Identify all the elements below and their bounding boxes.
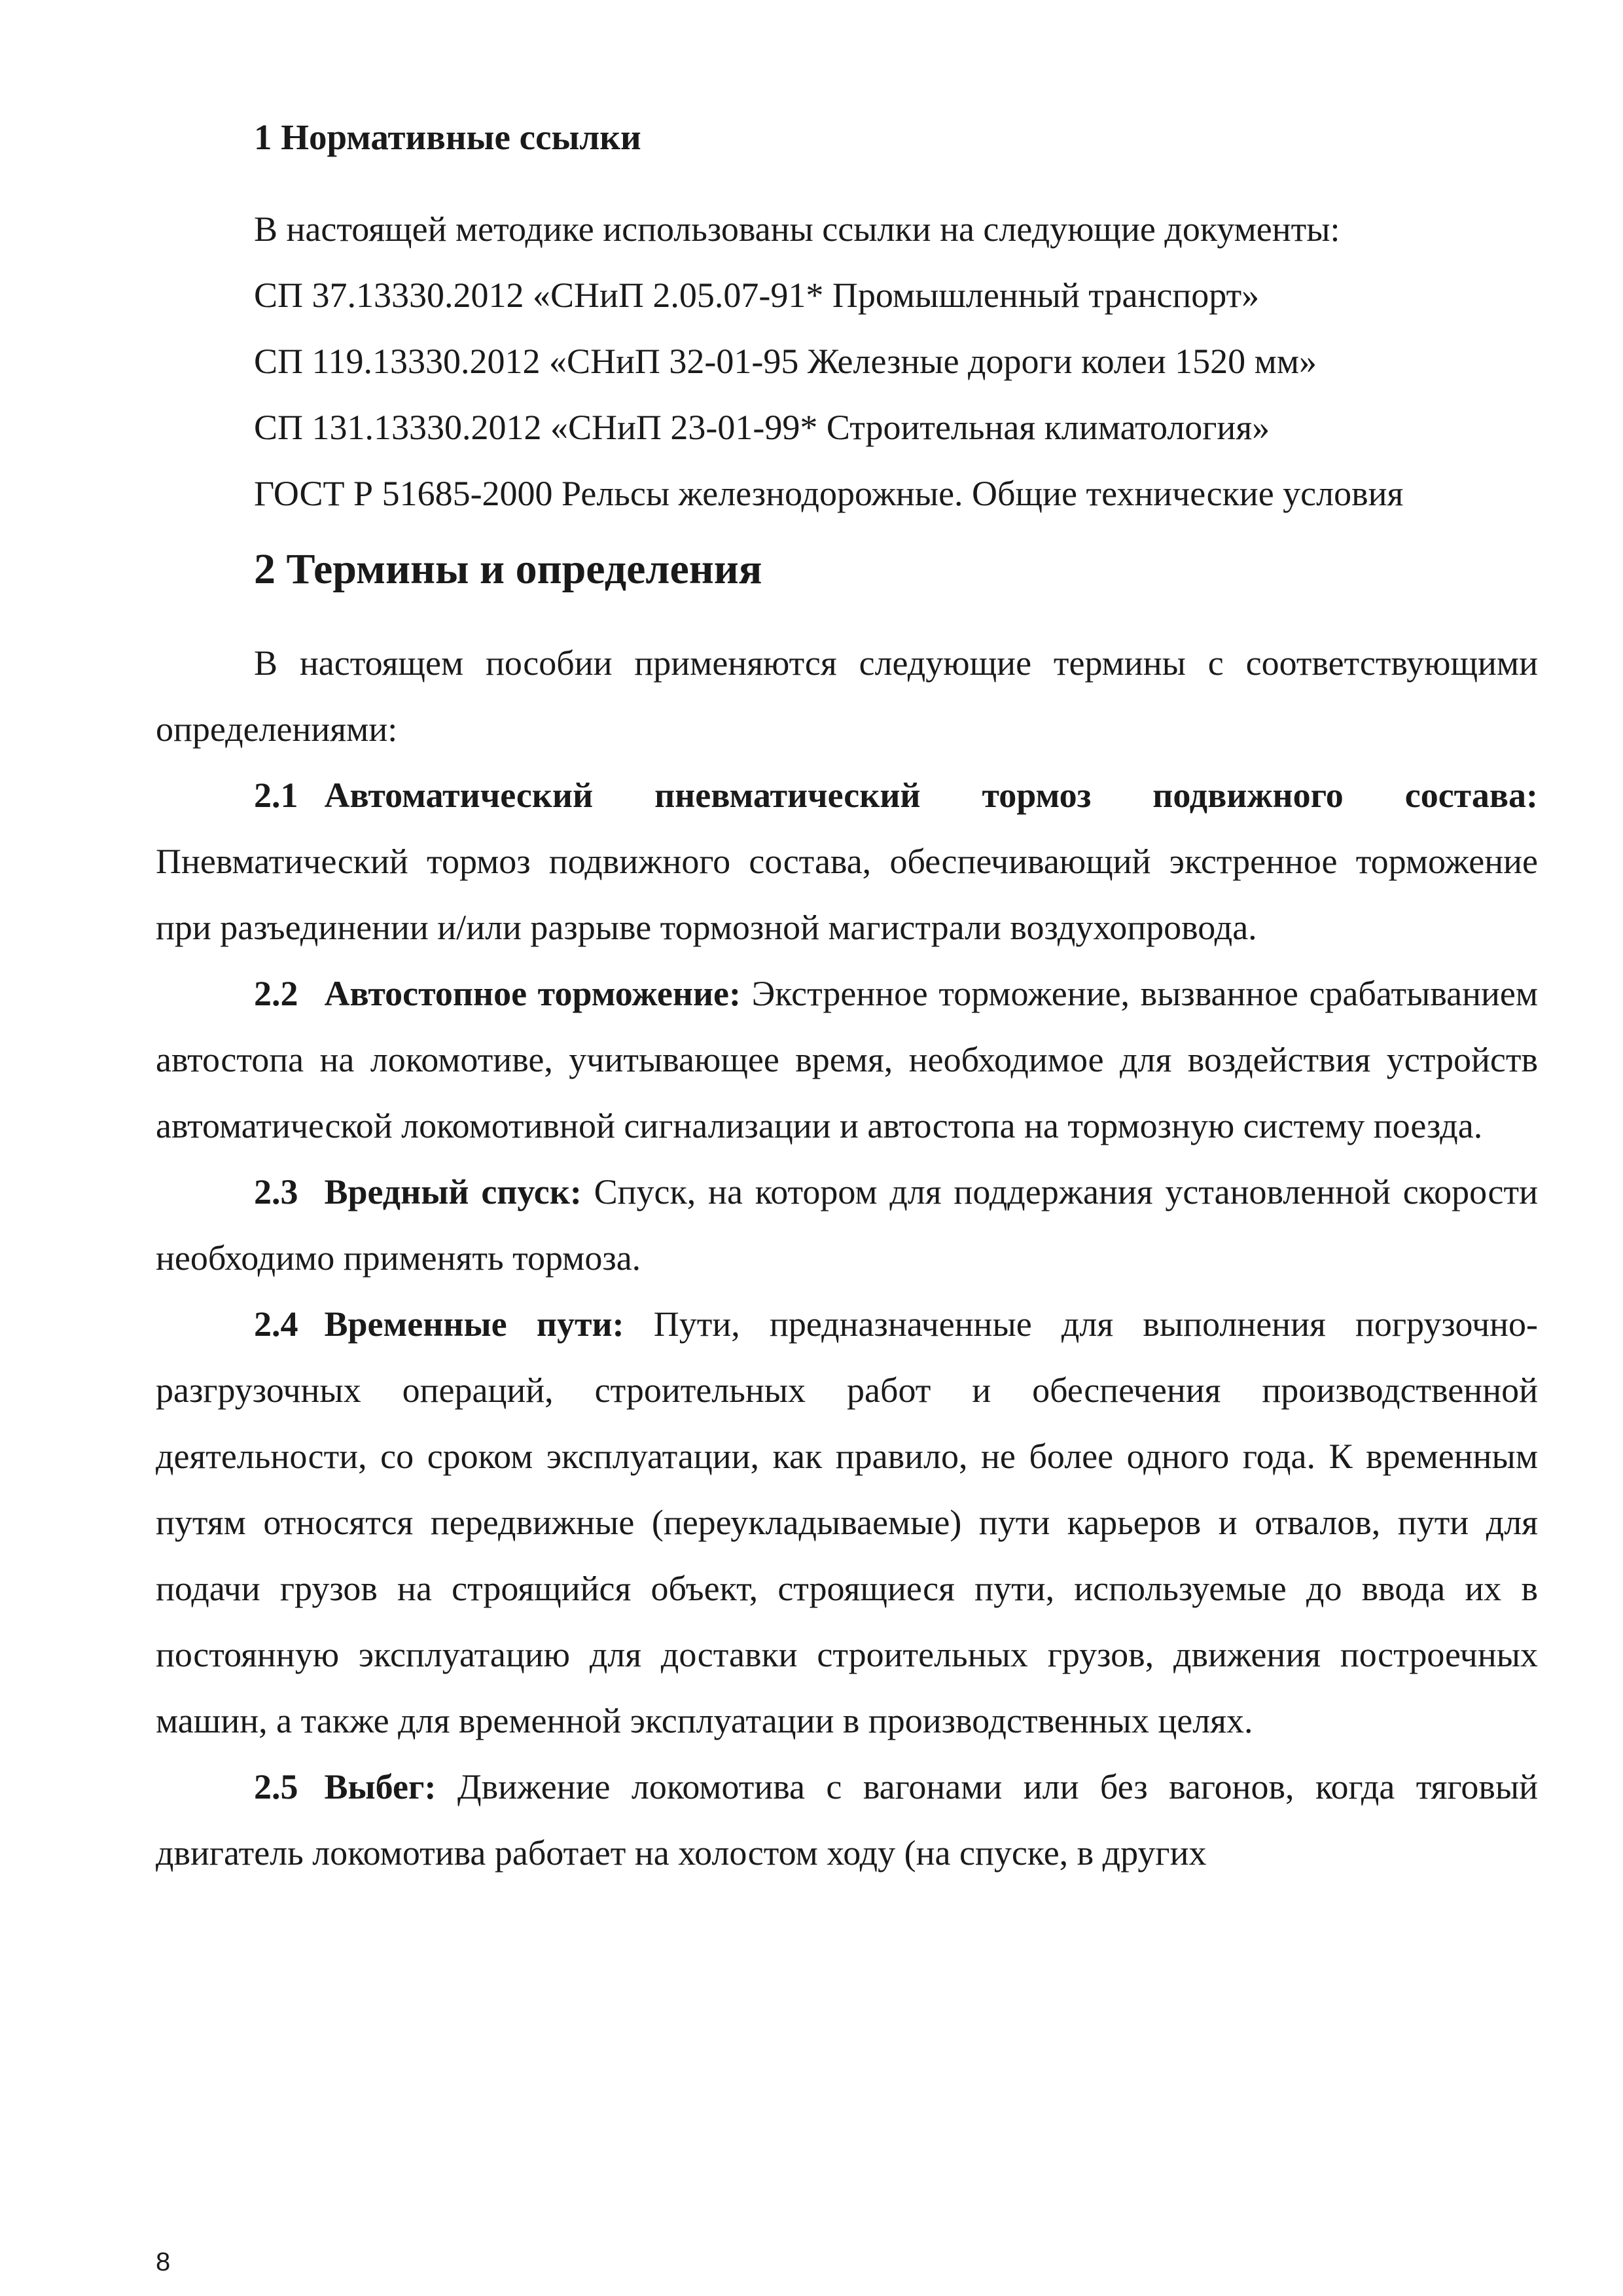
section-1-heading: 1 Нормативные ссылки	[254, 117, 641, 157]
term-definition-text: Пути, предназначенные для выполнения погрузочно- разгрузочных операций, строительных работ и обеспечения производственной деятельности, со сроком эксплуатации, как правило, не более одного года. К временным путям относятся передвижные (переукладываемые) пути карьеров и отвалов, пути для подачи грузов на строящийся объект, строящиеся пути, используемые до ввода их в постоянную эксплуатацию для доставки строительных грузов, движения построечных машин, а также для временной эксплуатации в производственных целях.	[156, 1304, 1539, 1740]
references-intro: В настоящей методике использованы ссылки на следующие документы:	[254, 209, 1340, 249]
term-number: 2.1	[254, 776, 298, 815]
term-definition	[156, 1291, 1538, 1754]
term-definition	[156, 1754, 1538, 1886]
term-name: Вредный спуск:	[324, 1172, 582, 1211]
term-name: Выбег:	[324, 1767, 437, 1806]
term-name: Временные пути:	[324, 1304, 624, 1344]
term-definition	[156, 762, 1538, 961]
term-definition-text: Пневматический тормоз подвижного состава, обеспечивающий экстренное торможение при разъединении и/или разрыве тормозной магистрали воздухопровода.	[156, 842, 1538, 947]
term-definition	[156, 961, 1538, 1159]
reference-item: СП 37.13330.2012 «СНиП 2.05.07-91* Промышленный транспорт»	[254, 276, 1260, 315]
term-number: 2.3	[254, 1172, 298, 1211]
term-definition-text: Экстренное торможение, вызванное срабатыванием автостопа на локомотиве, учитывающее время, необходимое для воздействия устройств автоматической локомотивной сигнализации и автостопа на тормозную систему поезда.	[156, 974, 1539, 1145]
term-name: Автоматический пневматический тормоз подвижного состава:	[324, 776, 1538, 815]
section-2-heading: 2 Термины и определения	[254, 545, 762, 593]
term-definition-text: Спуск, на котором для поддержания установленной скорости необходимо применять тормоза.	[156, 1172, 1538, 1278]
term-number: 2.2	[254, 974, 298, 1013]
term-definition-text: Движение локомотива с вагонами или без вагонов, когда тяговый двигатель локомотива работает на холостом ходу (на спуске, в других	[156, 1767, 1538, 1873]
term-number: 2.5	[254, 1767, 298, 1806]
terms-intro: В настоящем пособии применяются следующие термины с соответствующими определениями:	[156, 643, 1538, 749]
term-name: Автостопное торможение:	[324, 974, 741, 1013]
reference-item: СП 131.13330.2012 «СНиП 23-01-99* Строительная климатология»	[254, 408, 1270, 447]
reference-item: СП 119.13330.2012 «СНиП 32-01-95 Железные дороги колеи 1520 мм»	[254, 342, 1317, 381]
reference-item: ГОСТ Р 51685-2000 Рельсы железнодорожные. Общие технические условия	[254, 474, 1404, 513]
term-definition	[156, 1159, 1538, 1291]
term-number: 2.4	[254, 1304, 298, 1344]
page-content	[156, 111, 1538, 1886]
page-number: 8	[156, 2248, 171, 2276]
